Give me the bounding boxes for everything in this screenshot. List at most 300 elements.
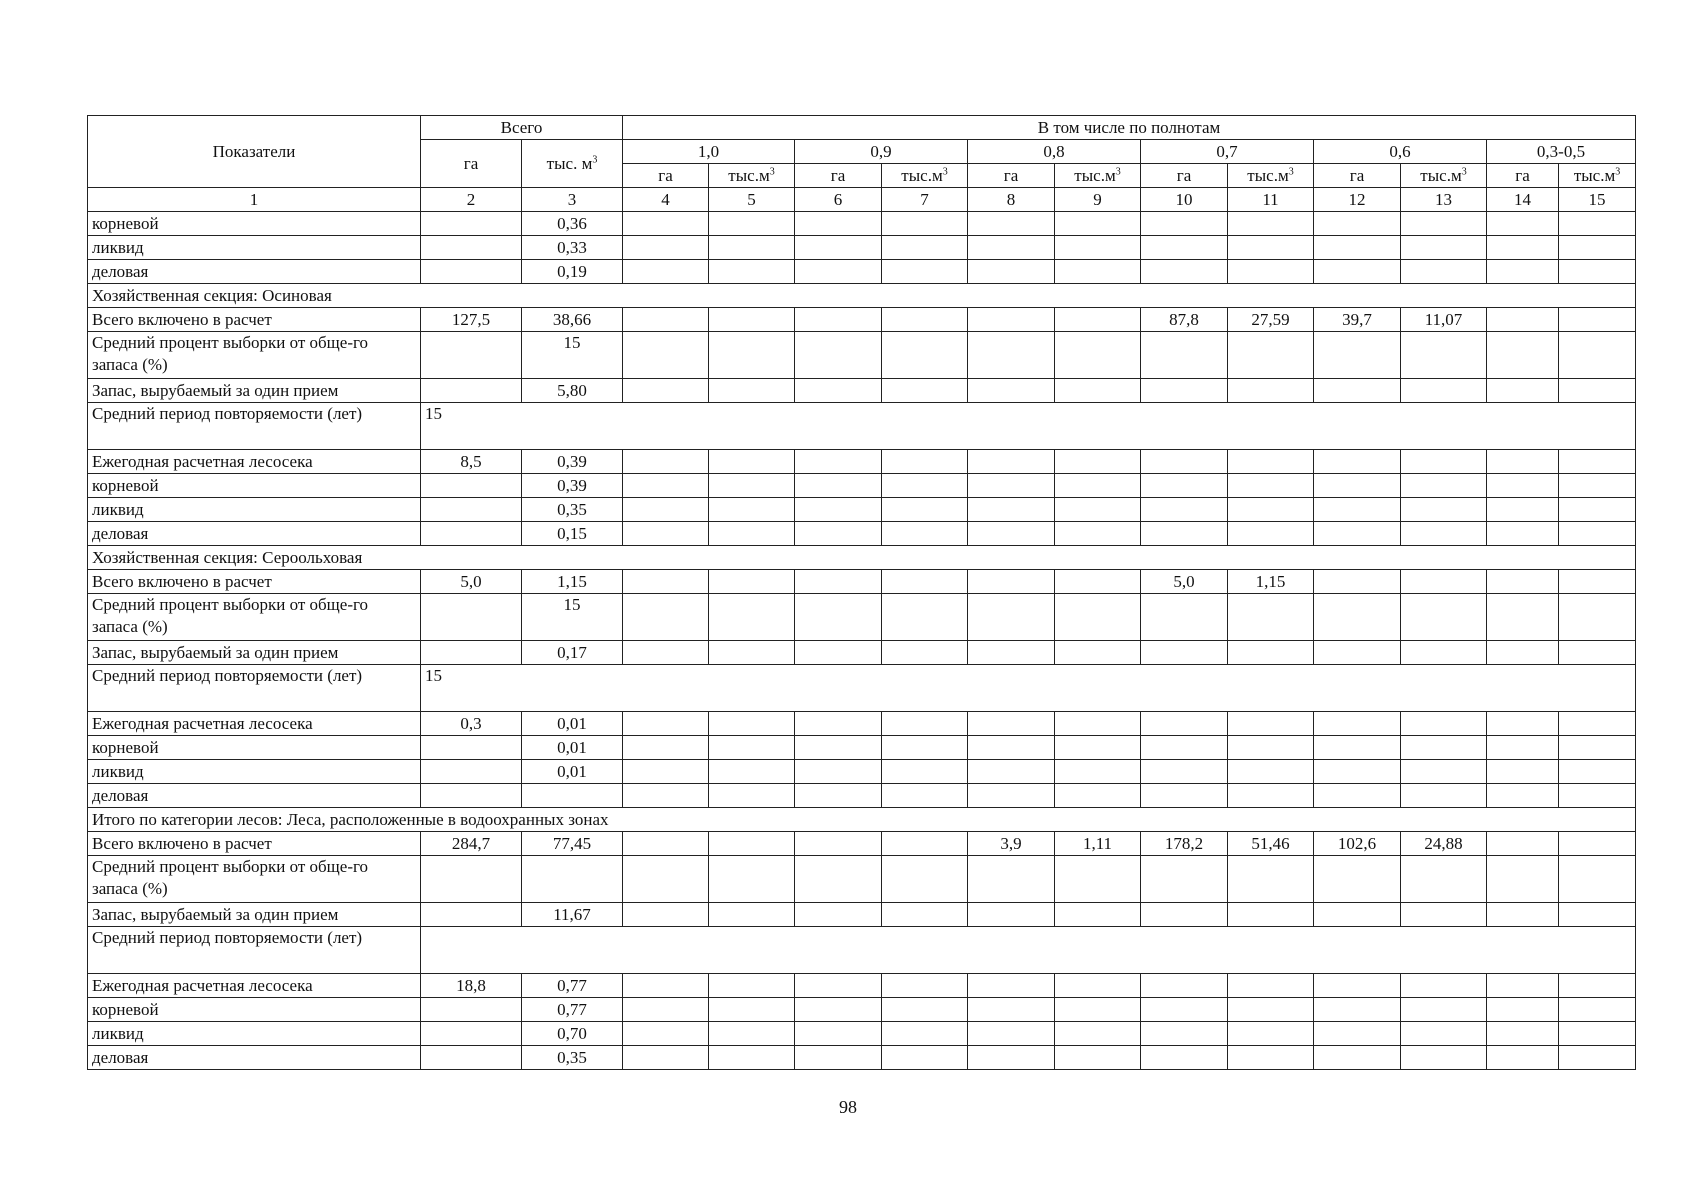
table-cell: [1487, 260, 1559, 284]
table-cell: [709, 784, 795, 808]
header-density: 0,9: [795, 140, 968, 164]
table-cell: 0,77: [522, 974, 623, 998]
table-cell: [709, 736, 795, 760]
table-cell: [522, 856, 623, 903]
table-cell: [1228, 594, 1314, 641]
table-cell: [795, 260, 882, 284]
table-cell: [1314, 998, 1401, 1022]
table-cell: [968, 570, 1055, 594]
table-cell: [1055, 1046, 1141, 1070]
table-cell: 0,3: [421, 712, 522, 736]
table-cell: [1055, 760, 1141, 784]
table-cell: [882, 832, 968, 856]
table-cell: [421, 1046, 522, 1070]
table-cell: [882, 236, 968, 260]
table-cell: [882, 712, 968, 736]
row-label: деловая: [88, 1046, 421, 1070]
table-cell: 27,59: [1228, 308, 1314, 332]
table-cell: [1559, 712, 1636, 736]
table-row: [88, 998, 1636, 1022]
table-cell: [795, 832, 882, 856]
table-cell: [421, 760, 522, 784]
table-cell: [1055, 998, 1141, 1022]
table-cell: [1487, 212, 1559, 236]
table-cell: 77,45: [522, 832, 623, 856]
column-number: 7: [882, 188, 968, 212]
table-cell: [1487, 712, 1559, 736]
table-cell: 127,5: [421, 308, 522, 332]
table-cell: [709, 212, 795, 236]
period-value: [421, 927, 1636, 974]
forest-table: [87, 115, 1636, 1070]
table-cell: [709, 594, 795, 641]
table-row: [88, 498, 1636, 522]
table-row: [88, 1022, 1636, 1046]
table-cell: [1487, 974, 1559, 998]
table-cell: [623, 1022, 709, 1046]
table-cell: [1401, 760, 1487, 784]
header-density: 1,0: [623, 140, 795, 164]
table-cell: [709, 832, 795, 856]
header-total: Всего: [421, 116, 623, 140]
table-cell: [1055, 308, 1141, 332]
table-row: [88, 903, 1636, 927]
table-row: [88, 546, 1636, 570]
table-cell: 5,80: [522, 379, 623, 403]
table-cell: [421, 522, 522, 546]
table-cell: [1314, 736, 1401, 760]
table-cell: [968, 212, 1055, 236]
table-cell: [1141, 260, 1228, 284]
table-cell: [882, 332, 968, 379]
table-cell: [882, 308, 968, 332]
table-cell: [1055, 641, 1141, 665]
row-label: ликвид: [88, 498, 421, 522]
table-cell: [421, 641, 522, 665]
table-cell: [1228, 212, 1314, 236]
header-total-volume: тыс. $м^3$: [522, 140, 623, 188]
table-cell: [1487, 641, 1559, 665]
table-cell: [1141, 974, 1228, 998]
table-cell: [1141, 498, 1228, 522]
table-cell: 0,01: [522, 760, 623, 784]
table-cell: 11,07: [1401, 308, 1487, 332]
row-label: Ежегодная расчетная лесосека: [88, 974, 421, 998]
table-cell: [1228, 450, 1314, 474]
table-cell: [1055, 712, 1141, 736]
table-cell: [1141, 212, 1228, 236]
row-label: Средний процент выборки от обще-го запаса (%): [88, 856, 421, 903]
table-row: [88, 712, 1636, 736]
table-cell: [968, 903, 1055, 927]
row-label: Средний период повторяемости (лет): [88, 927, 421, 974]
table-cell: [882, 450, 968, 474]
table-cell: [795, 236, 882, 260]
table-cell: [421, 856, 522, 903]
table-cell: [882, 1022, 968, 1046]
table-cell: [1559, 641, 1636, 665]
table-cell: [1559, 332, 1636, 379]
table-cell: [795, 379, 882, 403]
table-cell: [623, 212, 709, 236]
table-cell: [1401, 1046, 1487, 1070]
table-cell: 11,67: [522, 903, 623, 927]
table-cell: 24,88: [1401, 832, 1487, 856]
table-cell: [968, 760, 1055, 784]
table-cell: [1228, 1046, 1314, 1070]
table-cell: [1487, 594, 1559, 641]
table-cell: [1141, 760, 1228, 784]
table-cell: [421, 260, 522, 284]
table-cell: [1401, 903, 1487, 927]
table-row: [88, 641, 1636, 665]
table-cell: [1228, 998, 1314, 1022]
table-cell: [882, 998, 968, 1022]
table-cell: [623, 379, 709, 403]
table-cell: [1401, 522, 1487, 546]
table-cell: [709, 1046, 795, 1070]
table-cell: [1055, 570, 1141, 594]
table-cell: [1487, 1022, 1559, 1046]
table-cell: [1055, 522, 1141, 546]
table-cell: 18,8: [421, 974, 522, 998]
table-cell: [1401, 570, 1487, 594]
table-cell: [795, 736, 882, 760]
table-cell: 87,8: [1141, 308, 1228, 332]
header-unit-volume: $тыс.м^3$: [882, 164, 968, 188]
table-cell: [1055, 856, 1141, 903]
table-cell: [1559, 522, 1636, 546]
table-cell: [1228, 332, 1314, 379]
table-cell: [421, 594, 522, 641]
table-cell: [882, 974, 968, 998]
header-total-ha: га: [421, 140, 522, 188]
period-value: 15: [421, 403, 1636, 450]
row-label: Всего включено в расчет: [88, 308, 421, 332]
section-title: Итого по категории лесов: Леса, расположенные в водоохранных зонах: [88, 808, 1636, 832]
table-cell: 0,39: [522, 474, 623, 498]
table-cell: [1141, 856, 1228, 903]
table-cell: [421, 998, 522, 1022]
table-cell: [968, 498, 1055, 522]
table-cell: [795, 1046, 882, 1070]
header-by-density: В том числе по полнотам: [623, 116, 1636, 140]
table-cell: [709, 498, 795, 522]
table-cell: [1228, 641, 1314, 665]
table-cell: [1559, 260, 1636, 284]
row-label: корневой: [88, 998, 421, 1022]
table-cell: [1401, 474, 1487, 498]
table-cell: [968, 260, 1055, 284]
column-number: 13: [1401, 188, 1487, 212]
table-cell: [1055, 332, 1141, 379]
table-cell: [623, 308, 709, 332]
table-cell: [1141, 998, 1228, 1022]
table-cell: [1141, 332, 1228, 379]
table-cell: [795, 712, 882, 736]
header-unit-volume: $тыс.м^3$: [1055, 164, 1141, 188]
table-cell: [623, 856, 709, 903]
table-cell: [623, 570, 709, 594]
table-row: [88, 474, 1636, 498]
row-label: Всего включено в расчет: [88, 832, 421, 856]
table-cell: [1401, 450, 1487, 474]
table-cell: [623, 1046, 709, 1070]
table-cell: [1055, 474, 1141, 498]
table-cell: [1487, 236, 1559, 260]
table-cell: [882, 594, 968, 641]
table-cell: [709, 260, 795, 284]
table-row: [88, 450, 1636, 474]
row-label: Средний период повторяемости (лет): [88, 403, 421, 450]
table-cell: [1141, 594, 1228, 641]
table-cell: [1487, 522, 1559, 546]
row-label: ликвид: [88, 1022, 421, 1046]
table-cell: [1559, 498, 1636, 522]
table-cell: [1228, 474, 1314, 498]
header-unit-ha: га: [623, 164, 709, 188]
table-cell: [1141, 379, 1228, 403]
table-cell: [421, 903, 522, 927]
table-cell: [709, 712, 795, 736]
row-label: корневой: [88, 736, 421, 760]
table-cell: 178,2: [1141, 832, 1228, 856]
table-cell: [1055, 974, 1141, 998]
table-cell: [1559, 760, 1636, 784]
table-cell: [882, 260, 968, 284]
table-cell: [1559, 474, 1636, 498]
table-row: [88, 736, 1636, 760]
table-row: [88, 784, 1636, 808]
table-cell: [795, 570, 882, 594]
table-cell: [1228, 379, 1314, 403]
table-cell: [1141, 784, 1228, 808]
table-cell: 0,01: [522, 736, 623, 760]
table-cell: [1228, 903, 1314, 927]
table-cell: [623, 594, 709, 641]
column-number: 9: [1055, 188, 1141, 212]
table-cell: [795, 308, 882, 332]
table-cell: [623, 832, 709, 856]
table-cell: [1487, 760, 1559, 784]
table-cell: 0,15: [522, 522, 623, 546]
table-cell: [795, 784, 882, 808]
table-cell: [709, 308, 795, 332]
table-cell: [1487, 498, 1559, 522]
table-cell: [1314, 450, 1401, 474]
table-cell: [421, 212, 522, 236]
table-cell: [623, 736, 709, 760]
table-cell: [1559, 594, 1636, 641]
header-indicators: Показатели: [88, 116, 421, 188]
table-cell: [968, 641, 1055, 665]
table-cell: [421, 236, 522, 260]
table-row: [88, 212, 1636, 236]
table-cell: [882, 570, 968, 594]
table-cell: [968, 712, 1055, 736]
table-cell: [1228, 1022, 1314, 1046]
table-cell: [882, 474, 968, 498]
table-cell: [623, 903, 709, 927]
table-cell: [795, 998, 882, 1022]
header-density: 0,3-0,5: [1487, 140, 1636, 164]
table-cell: [1141, 1022, 1228, 1046]
table-cell: [1401, 260, 1487, 284]
table-cell: [1055, 594, 1141, 641]
table-cell: 1,15: [1228, 570, 1314, 594]
table-cell: [1487, 736, 1559, 760]
table-cell: [1228, 736, 1314, 760]
table-cell: [795, 522, 882, 546]
table-cell: [795, 474, 882, 498]
table-row: [88, 379, 1636, 403]
page-number: 98: [839, 1097, 857, 1117]
column-number: 5: [709, 188, 795, 212]
table-cell: [1141, 450, 1228, 474]
table-cell: [1314, 236, 1401, 260]
table-row: [88, 260, 1636, 284]
table-cell: [1559, 1046, 1636, 1070]
table-cell: [968, 522, 1055, 546]
table-cell: [421, 474, 522, 498]
table-cell: 1,15: [522, 570, 623, 594]
table-cell: [882, 1046, 968, 1070]
header-density: 0,8: [968, 140, 1141, 164]
table-cell: [709, 236, 795, 260]
table-cell: [1228, 712, 1314, 736]
table-header: [88, 116, 1636, 212]
table-row: [88, 927, 1636, 974]
table-cell: [1401, 379, 1487, 403]
table-row: [88, 594, 1636, 641]
row-label: Ежегодная расчетная лесосека: [88, 450, 421, 474]
table-body: [88, 212, 1636, 1070]
table-cell: [1559, 236, 1636, 260]
table-cell: [795, 450, 882, 474]
table-cell: [795, 974, 882, 998]
table-cell: 8,5: [421, 450, 522, 474]
table-cell: [1559, 903, 1636, 927]
column-number: 10: [1141, 188, 1228, 212]
table-cell: [968, 332, 1055, 379]
column-number: 3: [522, 188, 623, 212]
table-cell: [623, 260, 709, 284]
table-cell: [1559, 974, 1636, 998]
table-cell: [968, 450, 1055, 474]
table-cell: [968, 998, 1055, 1022]
table-cell: [1141, 736, 1228, 760]
table-cell: [1314, 570, 1401, 594]
table-cell: [623, 474, 709, 498]
table-row: [88, 308, 1636, 332]
header-density: 0,7: [1141, 140, 1314, 164]
table-row: [88, 236, 1636, 260]
table-cell: [1314, 474, 1401, 498]
table-cell: [623, 450, 709, 474]
table-cell: [1141, 641, 1228, 665]
table-cell: [1055, 784, 1141, 808]
table-cell: [1314, 1022, 1401, 1046]
table-cell: [1559, 856, 1636, 903]
table-cell: [421, 379, 522, 403]
table-row: [88, 665, 1636, 712]
table-cell: [1314, 903, 1401, 927]
table-cell: [1055, 736, 1141, 760]
table-cell: [421, 784, 522, 808]
row-label: корневой: [88, 474, 421, 498]
table-cell: [968, 974, 1055, 998]
table-cell: [795, 332, 882, 379]
table-row: [88, 284, 1636, 308]
table-cell: [1055, 236, 1141, 260]
table-cell: [968, 784, 1055, 808]
table-cell: [795, 760, 882, 784]
table-cell: 15: [522, 594, 623, 641]
table-cell: [1559, 379, 1636, 403]
table-cell: [1228, 974, 1314, 998]
table-cell: [709, 998, 795, 1022]
table-cell: [968, 1022, 1055, 1046]
table-cell: [1559, 736, 1636, 760]
table-cell: [1228, 760, 1314, 784]
table-cell: [1228, 522, 1314, 546]
column-number: 4: [623, 188, 709, 212]
header-unit-ha: га: [795, 164, 882, 188]
table-cell: [1314, 974, 1401, 998]
table-cell: [709, 1022, 795, 1046]
table-cell: [882, 498, 968, 522]
row-label: Всего включено в расчет: [88, 570, 421, 594]
table-cell: [1559, 998, 1636, 1022]
table-cell: [1401, 1022, 1487, 1046]
table-cell: [1314, 332, 1401, 379]
table-cell: 1,11: [1055, 832, 1141, 856]
table-cell: [709, 379, 795, 403]
table-cell: [421, 332, 522, 379]
table-cell: [795, 498, 882, 522]
table-cell: [1401, 641, 1487, 665]
row-label: Запас, вырубаемый за один прием: [88, 641, 421, 665]
table-cell: [1141, 474, 1228, 498]
table-cell: [1314, 260, 1401, 284]
table-cell: 38,66: [522, 308, 623, 332]
table-cell: 51,46: [1228, 832, 1314, 856]
table-cell: [1228, 856, 1314, 903]
row-label: Средний период повторяемости (лет): [88, 665, 421, 712]
period-value: 15: [421, 665, 1636, 712]
table-cell: [1401, 736, 1487, 760]
table-cell: [1055, 212, 1141, 236]
table-cell: [709, 641, 795, 665]
table-cell: [709, 760, 795, 784]
table-cell: 0,36: [522, 212, 623, 236]
row-label: корневой: [88, 212, 421, 236]
table-cell: [968, 856, 1055, 903]
table-cell: [709, 332, 795, 379]
table-cell: 39,7: [1314, 308, 1401, 332]
table-cell: [1228, 236, 1314, 260]
table-cell: [709, 974, 795, 998]
table-cell: [1401, 594, 1487, 641]
table-cell: [1401, 236, 1487, 260]
row-label: деловая: [88, 784, 421, 808]
table-cell: [1228, 260, 1314, 284]
row-label: Средний процент выборки от обще-го запаса (%): [88, 332, 421, 379]
table-cell: [1314, 379, 1401, 403]
table-cell: [1228, 498, 1314, 522]
table-cell: [1314, 760, 1401, 784]
table-cell: [1055, 450, 1141, 474]
